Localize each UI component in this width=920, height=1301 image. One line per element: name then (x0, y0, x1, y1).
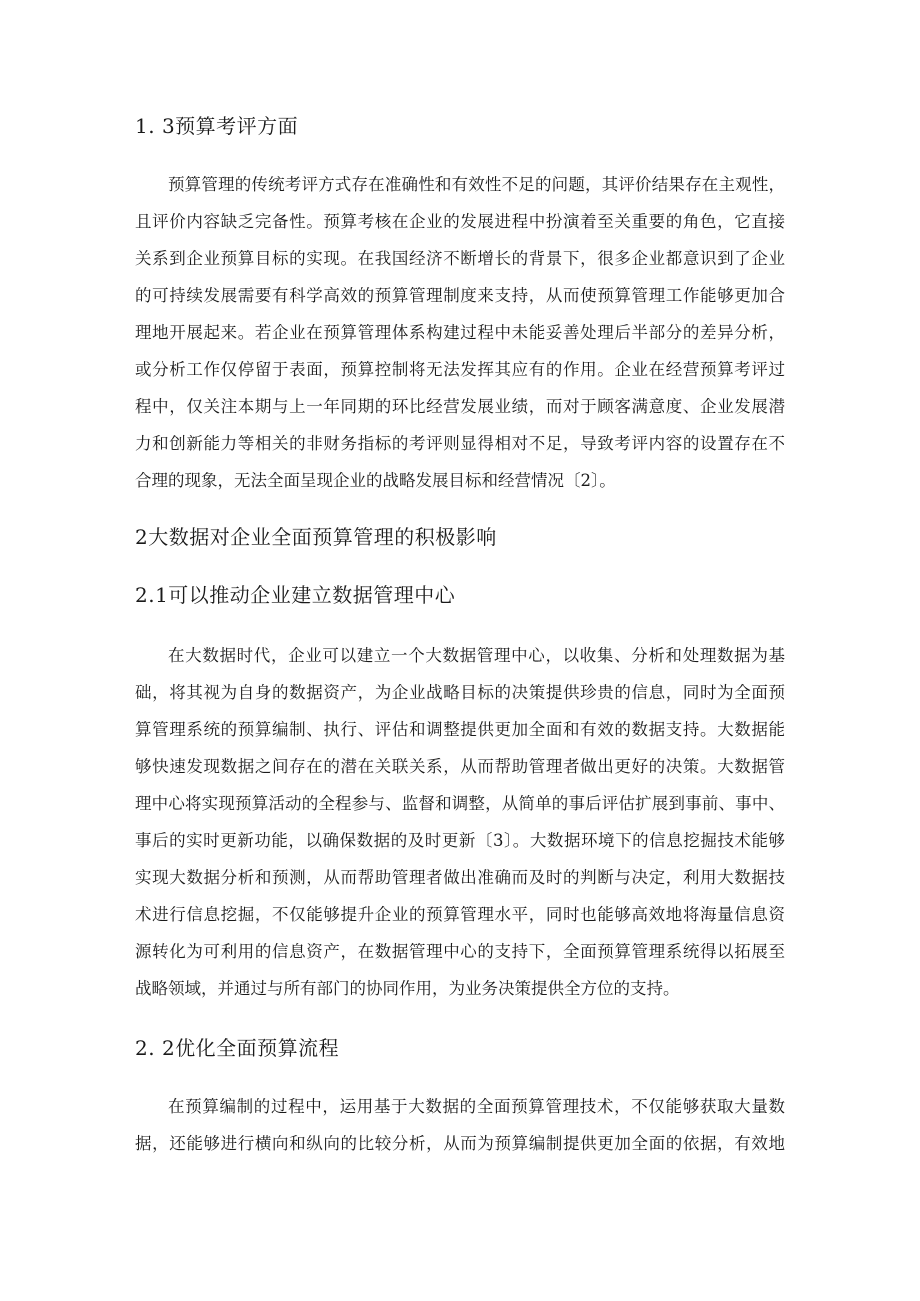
paragraph-line: 据，还能够进行横向和纵向的比较分析，从而为预算编制提供更加全面的依据，有效地 (135, 1134, 785, 1153)
paragraph-line: 战略领域，并通过与所有部门的协同作用，为业务决策提供全方位的支持。 (135, 979, 680, 998)
paragraph-line: 实现大数据分析和预测，从而帮助管理者做出准确而及时的判断与决定，利用大数据技 (135, 868, 785, 887)
section-heading-2: 2大数据对企业全面预算管理的积极影响 (135, 525, 497, 549)
paragraph-line: 础，将其视为自身的数据资产，为企业战略目标的决策提供珍贵的信息，同时为全面预 (135, 683, 785, 702)
paragraph-line: 关系到企业预算目标的实现。在我国经济不断增长的背景下，很多企业都意识到了企业 (135, 249, 785, 268)
paragraph-line: 且评价内容缺乏完备性。预算考核在企业的发展进程中扮演着至关重要的角色，它直接 (135, 212, 785, 231)
paragraph-line: 够快速发现数据之间存在的潜在关联关系，从而帮助管理者做出更好的决策。大数据管 (135, 757, 785, 776)
section-heading-2-2: 2. 2优化全面预算流程 (135, 1036, 340, 1060)
paragraph-line: 在大数据时代，企业可以建立一个大数据管理中心，以收集、分析和处理数据为基 (168, 646, 785, 665)
section-heading-1-3: 1. 3预算考评方面 (135, 114, 299, 138)
paragraph-line: 事后的实时更新功能，以确保数据的及时更新〔3〕。大数据环境下的信息挖掘技术能够 (135, 831, 785, 850)
paragraph-line: 在预算编制的过程中，运用基于大数据的全面预算管理技术，不仅能够获取大量数 (168, 1097, 785, 1116)
paragraph-line: 术进行信息挖掘，不仅能够提升企业的预算管理水平，同时也能够高效地将海量信息资 (135, 905, 785, 924)
paragraph-line: 的可持续发展需要有科学高效的预算管理制度来支持，从而使预算管理工作能够更加合 (135, 286, 785, 305)
paragraph-line: 或分析工作仅停留于表面，预算控制将无法发挥其应有的作用。企业在经营预算考评过 (135, 360, 785, 379)
paragraph-line: 力和创新能力等相关的非财务指标的考评则显得相对不足，导致考评内容的设置存在不 (135, 434, 785, 453)
paragraph-line: 合理的现象，无法全面呈现企业的战略发展目标和经营情况〔2〕。 (135, 471, 616, 490)
paragraph-line: 理中心将实现预算活动的全程参与、监督和调整，从简单的事后评估扩展到事前、事中、 (135, 794, 785, 813)
paragraph-line: 预算管理的传统考评方式存在准确性和有效性不足的问题，其评价结果存在主观性， (168, 175, 785, 194)
paragraph-line: 程中，仅关注本期与上一年同期的环比经营发展业绩，而对于顾客满意度、企业发展潜 (135, 397, 785, 416)
section-heading-2-1: 2.1可以推动企业建立数据管理中心 (135, 583, 456, 607)
paragraph-line: 源转化为可利用的信息资产，在数据管理中心的支持下，全面预算管理系统得以拓展至 (135, 942, 785, 961)
paragraph-line: 算管理系统的预算编制、执行、评估和调整提供更加全面和有效的数据支持。大数据能 (135, 720, 785, 739)
paragraph-line: 理地开展起来。若企业在预算管理体系构建过程中未能妥善处理后半部分的差异分析， (135, 323, 785, 342)
